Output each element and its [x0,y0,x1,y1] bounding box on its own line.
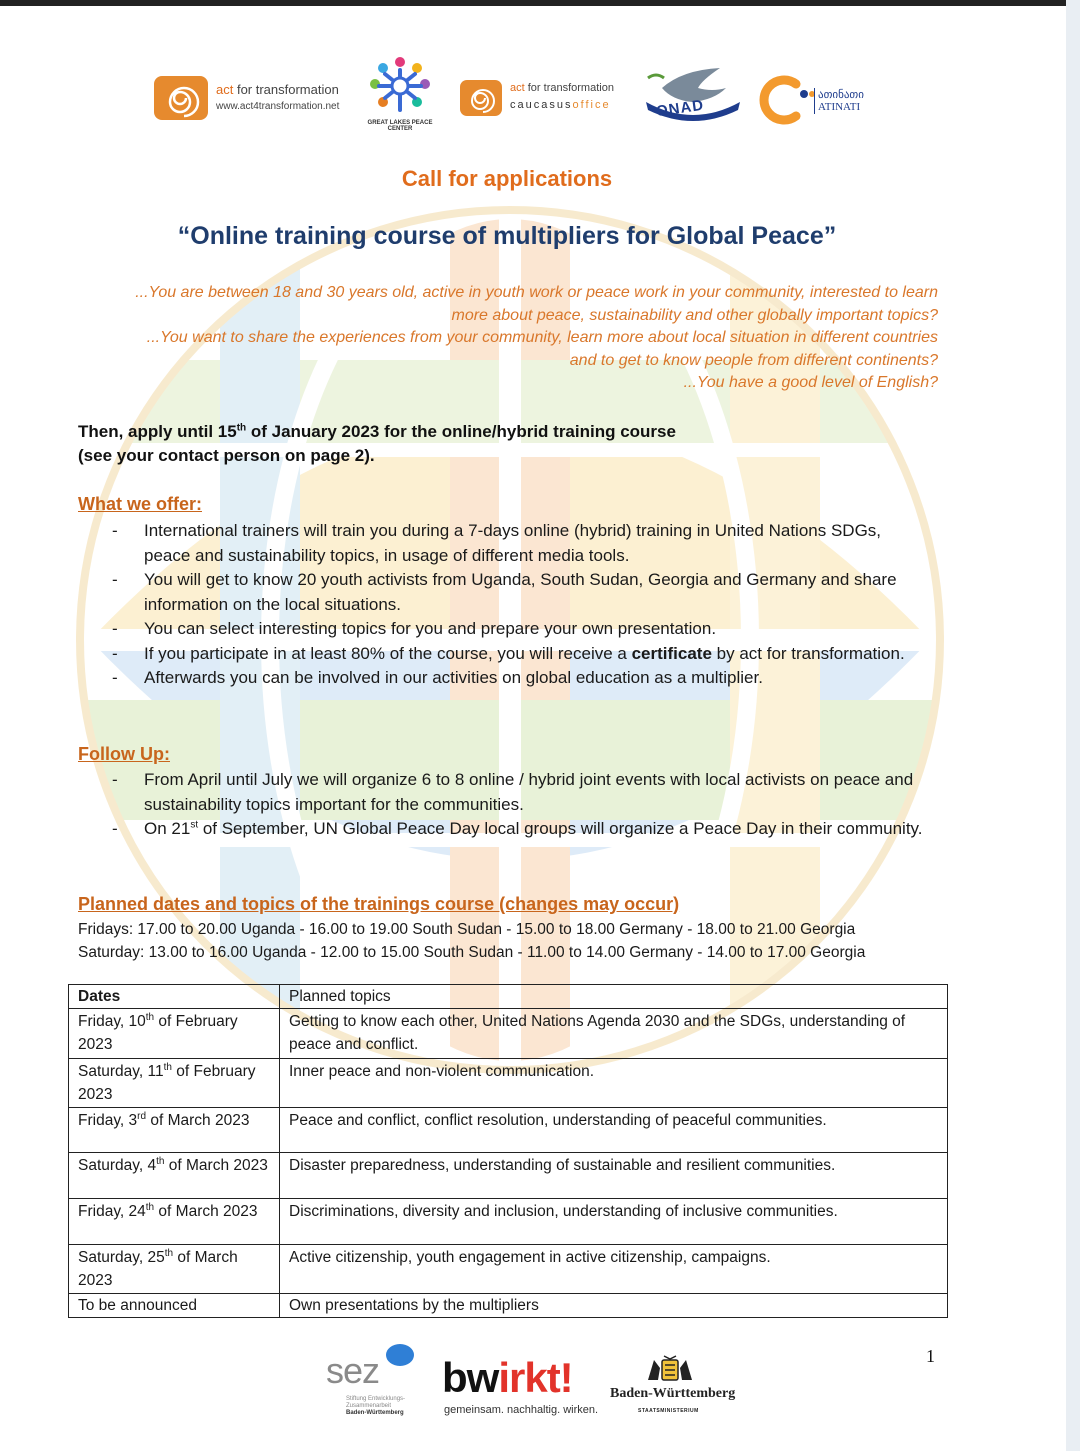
intro-line: ...You have a good level of English? [683,374,938,391]
bwirkt-logo-a: bw [442,1354,499,1401]
call-title: Call for applications [401,166,613,191]
table-row: Friday, 24th of March 2023 Discriminations, diversity and inclusion, understanding of inclusive communities. [69,1199,948,1245]
schedule-times [78,918,978,964]
intro-line: more about peace, sustainability and other globally important topics? [451,306,938,324]
spiral-logo-icon [458,78,504,118]
logo3-sub1: caucasus [510,99,573,111]
logo3-name-rest: for transformation [524,82,614,94]
act-caucasus-office-logo [458,78,628,122]
apply-line2: (see your contact person on page 2). [78,446,375,465]
apply-line1-b: of January 2023 for the online/hybrid training course [246,422,676,441]
page-number: 1 [926,1346,935,1366]
header-topics: Planned topics [280,985,948,1009]
logo5-georgian: ათინათი [818,89,864,101]
apply-line1-sup: th [236,422,247,434]
sez-logo: sez Stiftung Entwicklungs- Zusammenarbeit Baden-Württemberg [326,1342,426,1422]
list-item: - Afterwards you can be involved in our activities on global education as a multiplier. [112,668,763,687]
table-row: To be announced Own presentations by the multipliers [69,1294,948,1318]
apply-line1-a: Then, apply until 15 [78,422,237,441]
logo5-divider [814,88,815,114]
table-row: Friday, 3rd of March 2023 Peace and conflict, conflict resolution, understanding of peaceful communities. [69,1108,948,1153]
logo2-caption: GREAT LAKES PEACE CENTER [367,120,433,132]
logo1-name-prefix: act [216,82,234,97]
certificate-bold: certificate [631,643,712,663]
logo3-sub2: office [572,99,611,111]
logo1-url: www.act4transformation.net [216,101,340,112]
logo3-name-prefix: act [510,82,525,94]
fridays-times: Fridays: 17.00 to 20.00 Uganda - 16.00 to 19.00 South Sudan - 15.00 to 18.00 Germany - 18.00 to 21.00 Georgia [78,921,856,938]
offer-list [108,519,928,691]
sez-blue-dot-icon [384,1342,416,1368]
atinati-logo [756,74,876,126]
apply-deadline [78,420,958,468]
follow-up-list [108,768,928,842]
atinati-c-icon [756,74,816,126]
offer-heading: What we offer: [78,494,202,514]
peace-people-icon [365,54,435,118]
list-item: - From April until July we will organize 6 to 8 online / hybrid joint events with local activists on peace and sustainability topics important for the communities. [112,770,914,814]
bwirkt-tagline: gemeinsam. nachhaltig. wirken. [444,1404,599,1416]
list-item: - You will get to know 20 youth activists from Uganda, South Sudan, Georgia and Germany and share information on the local situations. [112,570,897,614]
list-item: - International trainers will train you during a 7-days online (hybrid) training in United Nations SDGs, peace and sustainability topics, in usage of different media tools. [112,521,882,565]
table-row: Friday, 10th of February 2023 Getting to know each other, United Nations Agenda 2030 and the SDGs, understanding of peace and conflict. [69,1009,948,1059]
planned-heading: Planned dates and topics of the trainings course (changes may occur) [78,894,680,914]
saturdays-times: Saturday: 13.00 to 16.00 Uganda - 12.00 to 15.00 South Sudan - 11.00 to 14.00 Germany - 14.00 to 17.00 Georgia [78,944,866,961]
list-item: - You can select interesting topics for you and prepare your own presentation. [112,619,717,638]
intro-questions [80,282,938,395]
table-row: Saturday, 11th of February 2023 Inner peace and non-violent communication. [69,1059,948,1108]
onad-logo [642,66,744,126]
header-dates: Dates [69,985,280,1009]
logo4-text: ONAD [655,96,706,121]
bwirkt-logo [442,1354,612,1420]
table-row: Saturday, 4th of March 2023 Disaster preparedness, understanding of sustainable and resilient communities. [69,1153,948,1199]
list-item: - On 21st of September, UN Global Peace Day local groups will organize a Peace Day in their community. [112,819,923,838]
logo5-latin: ATINATI [818,101,861,113]
intro-line: and to get to know people from different continents? [569,351,938,369]
intro-line: ...You want to share the experiences from your community, learn more about local situation in different countries [146,329,938,346]
spiral-logo-icon [152,74,210,122]
sez-wordmark: sez [326,1350,380,1391]
coat-of-arms-icon [644,1354,696,1384]
main-title: “Online training course of multipliers for Global Peace” [177,222,837,250]
intro-line: ...You are between 18 and 30 years old, active in youth work or peace work in your community, interested to learn [135,284,938,301]
great-lakes-peace-center-logo [362,54,438,130]
bw-sub: STAATSMINISTERIUM [638,1408,699,1414]
follow-up-heading: Follow Up: [78,744,170,764]
act-for-transformation-logo [152,74,362,124]
table-header-row [69,985,948,1009]
bwirkt-logo-b: irkt! [498,1354,573,1401]
logo1-name-rest: for transformation [233,82,339,97]
bw-name: Baden-Württemberg [610,1386,736,1401]
list-item: - If you participate in at least 80% of the course, you will receive a certificate by act for transformation. [112,643,905,663]
baden-wuerttemberg-logo [608,1354,738,1420]
topics-table [68,984,948,1318]
table-row: Saturday, 25th of March 2023 Active citizenship, youth engagement in active citizenship, campaigns. [69,1245,948,1294]
